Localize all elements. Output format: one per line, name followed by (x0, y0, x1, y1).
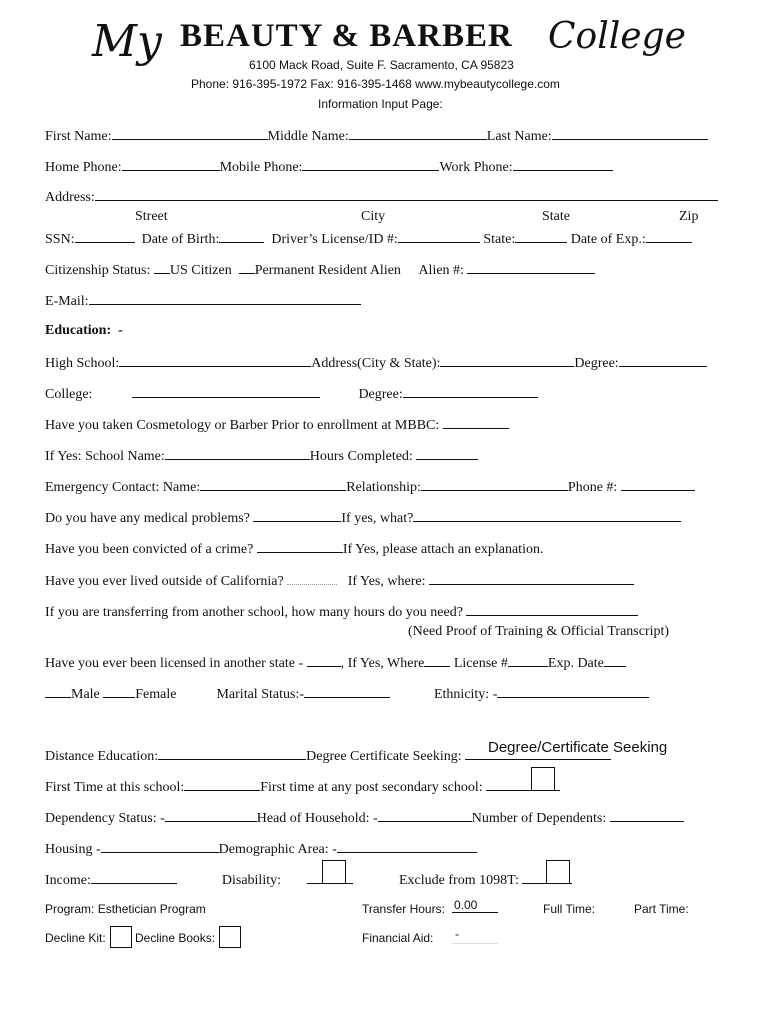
row-demographics (45, 685, 649, 703)
row-names (45, 127, 708, 145)
housing-label: Housing (45, 842, 93, 857)
financial-aid-value: - (455, 927, 459, 941)
last-name-label: Last Name: (486, 129, 552, 144)
row-housing (45, 840, 477, 858)
licensed-where-label: , If Yes, Where (340, 656, 425, 671)
degree-seeking-label: Degree Certificate Seeking: (306, 749, 462, 764)
transfer-hours-label: Transfer Hours: (362, 902, 445, 916)
college-label: College: (45, 387, 93, 402)
medical-label: Do you have any medical problems? (45, 511, 250, 526)
first-time-post-label: First time at any post secondary school: (260, 780, 483, 795)
high-school-label: High School: (45, 356, 120, 371)
medical-what-field[interactable] (413, 509, 681, 522)
school-contact: Phone: 916-395-1972 Fax: 916-395-1468 www.mybeautycollege.com (191, 77, 560, 91)
college-degree-field[interactable] (403, 385, 538, 398)
row-convicted (45, 540, 543, 558)
exclude-label: Exclude from 1098T: (399, 873, 519, 888)
ssn-label: SSN: (45, 232, 75, 247)
program-value: Esthetician Program (97, 902, 206, 916)
housing-field[interactable] (101, 840, 219, 853)
transfer-hours-field[interactable] (452, 898, 498, 913)
logo-title: BEAUTY & BARBER (180, 18, 513, 54)
decline-kit-checkbox[interactable] (110, 926, 132, 948)
education-heading (45, 323, 123, 339)
education-label: Education: (45, 323, 112, 338)
row-first-time (45, 778, 560, 796)
income-field[interactable] (91, 871, 177, 884)
us-citizen-field[interactable] (154, 261, 170, 274)
financial-aid-label: Financial Aid: (362, 931, 434, 945)
mobile-phone-label: Mobile Phone: (219, 160, 303, 175)
mobile-phone-field[interactable] (302, 158, 439, 171)
row-outside-ca (45, 572, 634, 590)
transfer-label: If you are transferring from another school, how many hours do you need? (45, 605, 463, 620)
outside-ca-where-label: If Yes, where: (347, 574, 426, 589)
row-ssn (45, 230, 692, 248)
emergency-label: Emergency Contact: Name: (45, 480, 201, 495)
relationship-field[interactable] (421, 478, 568, 491)
us-citizen-label: US Citizen (169, 263, 232, 278)
convicted-field[interactable] (257, 540, 343, 553)
emergency-phone-field[interactable] (621, 478, 695, 491)
full-time-label: Full Time: (543, 902, 596, 916)
row-prior (45, 416, 509, 434)
education-dash: - (118, 323, 123, 338)
state-field[interactable] (515, 230, 567, 243)
num-dependents-label: Number of Dependents: (471, 811, 607, 826)
home-phone-label: Home Phone: (45, 160, 122, 175)
license-field[interactable] (398, 230, 480, 243)
distance-field[interactable] (158, 747, 306, 760)
row-transfer (45, 603, 638, 621)
ethnicity-label: Ethnicity: (433, 687, 490, 702)
head-household-field[interactable] (378, 809, 472, 822)
male-field[interactable] (45, 685, 71, 698)
license-exp-field[interactable] (604, 654, 626, 667)
logo-script-college: College (548, 16, 686, 57)
work-phone-field[interactable] (513, 158, 613, 171)
decline-books-label: Decline Books: (135, 931, 216, 945)
relationship-label: Relationship: (346, 480, 421, 495)
dob-field[interactable] (219, 230, 264, 243)
college-degree-label: Degree: (358, 387, 403, 402)
num-dependents-field[interactable] (610, 809, 684, 822)
hs-degree-label: Degree: (574, 356, 619, 371)
marital-field[interactable] (304, 685, 390, 698)
decline-books-checkbox[interactable] (219, 926, 241, 948)
demographic-dash: - (332, 842, 337, 857)
citizenship-label: Citizenship Status: (45, 263, 151, 278)
housing-dash: - (95, 842, 101, 857)
convicted-note: If Yes, please attach an explanation. (342, 542, 544, 557)
marital-dash: - (299, 687, 304, 702)
row-dependency (45, 809, 684, 827)
license-num-field[interactable] (508, 654, 548, 667)
hours-completed-field[interactable] (416, 447, 478, 460)
license-exp-label: Exp. Date (547, 656, 604, 671)
resident-field[interactable] (239, 261, 255, 274)
home-phone-field[interactable] (122, 158, 220, 171)
head-household-dash: - (373, 811, 378, 826)
outside-ca-where-field[interactable] (429, 572, 634, 585)
email-label: E-Mail: (45, 294, 89, 309)
row-email (45, 292, 361, 310)
licensed-field[interactable] (307, 654, 341, 667)
distance-label: Distance Education: (45, 749, 159, 764)
row-high-school (45, 354, 707, 372)
row-medical (45, 509, 681, 527)
prior-school-label: If Yes: School Name: (45, 449, 165, 464)
last-name-field[interactable] (552, 127, 708, 140)
row-licensed (45, 654, 626, 672)
transfer-note: (Need Proof of Training & Official Transcript) (408, 624, 670, 639)
licensed-label: Have you ever been licensed in another state (45, 656, 295, 671)
hs-address-field[interactable] (440, 354, 574, 367)
first-time-school-field[interactable] (184, 778, 260, 791)
emergency-phone-label: Phone #: (567, 480, 618, 495)
dependency-label: Dependency Status: (45, 811, 157, 826)
head-household-label: Head of Household: (256, 811, 370, 826)
school-address: 6100 Mack Road, Suite F. Sacramento, CA 95823 (249, 58, 514, 72)
convicted-label: Have you been convicted of a crime? (45, 542, 254, 557)
hs-degree-field[interactable] (619, 354, 707, 367)
medical-field[interactable] (253, 509, 341, 522)
exp-field[interactable] (646, 230, 692, 243)
ethnicity-field[interactable] (497, 685, 649, 698)
state-caption: State (542, 209, 570, 224)
program-label: Program: (45, 902, 95, 916)
zip-caption: Zip (679, 209, 699, 224)
city-caption: City (361, 209, 386, 224)
male-label: Male (71, 687, 100, 702)
demographic-field[interactable] (337, 840, 477, 853)
middle-name-label: Middle Name: (267, 129, 349, 144)
email-field[interactable] (89, 292, 361, 305)
alien-label: Alien #: (418, 263, 464, 278)
part-time-label: Part Time: (634, 902, 689, 916)
state-label: State: (483, 232, 516, 247)
hours-completed-label: Hours Completed: (309, 449, 413, 464)
decline-kit-label: Decline Kit: (45, 931, 106, 945)
dependency-field[interactable] (165, 809, 257, 822)
dependency-dash: - (160, 811, 165, 826)
first-name-field[interactable] (112, 127, 268, 140)
female-field[interactable] (103, 685, 135, 698)
alien-field[interactable] (467, 261, 595, 274)
first-name-label: First Name: (45, 129, 112, 144)
income-label: Income: (45, 873, 91, 888)
disability-checkbox[interactable] (322, 860, 346, 884)
financial-aid-field[interactable] (452, 927, 498, 944)
prior-school-field[interactable] (165, 447, 310, 460)
marital-label: Marital Status: (216, 687, 300, 702)
outside-ca-field[interactable] (287, 574, 337, 585)
row-college (45, 385, 538, 403)
license-label: Driver’s License/ID #: (271, 232, 398, 247)
demographic-label: Demographic Area: (218, 842, 329, 857)
logo-script-my: My (92, 16, 162, 67)
row-emergency (45, 478, 695, 496)
program-row (45, 902, 206, 916)
middle-name-field[interactable] (349, 127, 487, 140)
female-label: Female (135, 687, 177, 702)
row-phones (45, 158, 613, 176)
licensed-where-field[interactable] (424, 654, 450, 667)
licensed-dash: - (298, 656, 304, 671)
row-prior-school (45, 447, 478, 465)
row-address (45, 188, 718, 206)
exclude-checkbox[interactable] (546, 860, 570, 884)
row-citizenship (45, 261, 595, 279)
page-label: Information Input Page: (318, 97, 443, 111)
address-field[interactable] (95, 188, 718, 201)
work-phone-label: Work Phone: (439, 160, 513, 175)
resident-label: Permanent Resident Alien (254, 263, 401, 278)
ethnicity-dash: - (492, 687, 498, 702)
first-time-school-label: First Time at this school: (45, 780, 185, 795)
exp-label: Date of Exp.: (570, 232, 646, 247)
dob-label: Date of Birth: (141, 232, 220, 247)
row-income (45, 871, 572, 889)
hs-address-label: Address(City & State): (311, 356, 441, 371)
first-time-post-checkbox[interactable] (531, 767, 555, 791)
street-caption: Street (135, 209, 168, 224)
prior-field[interactable] (443, 416, 509, 429)
ssn-field[interactable] (75, 230, 135, 243)
transfer-hours-value: 0.00 (454, 898, 478, 912)
high-school-field[interactable] (119, 354, 311, 367)
emergency-name-field[interactable] (200, 478, 346, 491)
prior-label: Have you taken Cosmetology or Barber Prior to enrollment at MBBC: (45, 418, 440, 433)
disability-label: Disability: (221, 873, 281, 888)
license-num-label: License # (450, 656, 508, 671)
address-label: Address: (45, 190, 95, 205)
outside-ca-label: Have you ever lived outside of California? (45, 574, 284, 589)
transfer-field[interactable] (466, 603, 638, 616)
medical-what-label: If yes, what? (341, 511, 414, 526)
college-field[interactable] (132, 385, 320, 398)
degree-seeking-value[interactable]: Degree/Certificate Seeking (488, 739, 668, 756)
